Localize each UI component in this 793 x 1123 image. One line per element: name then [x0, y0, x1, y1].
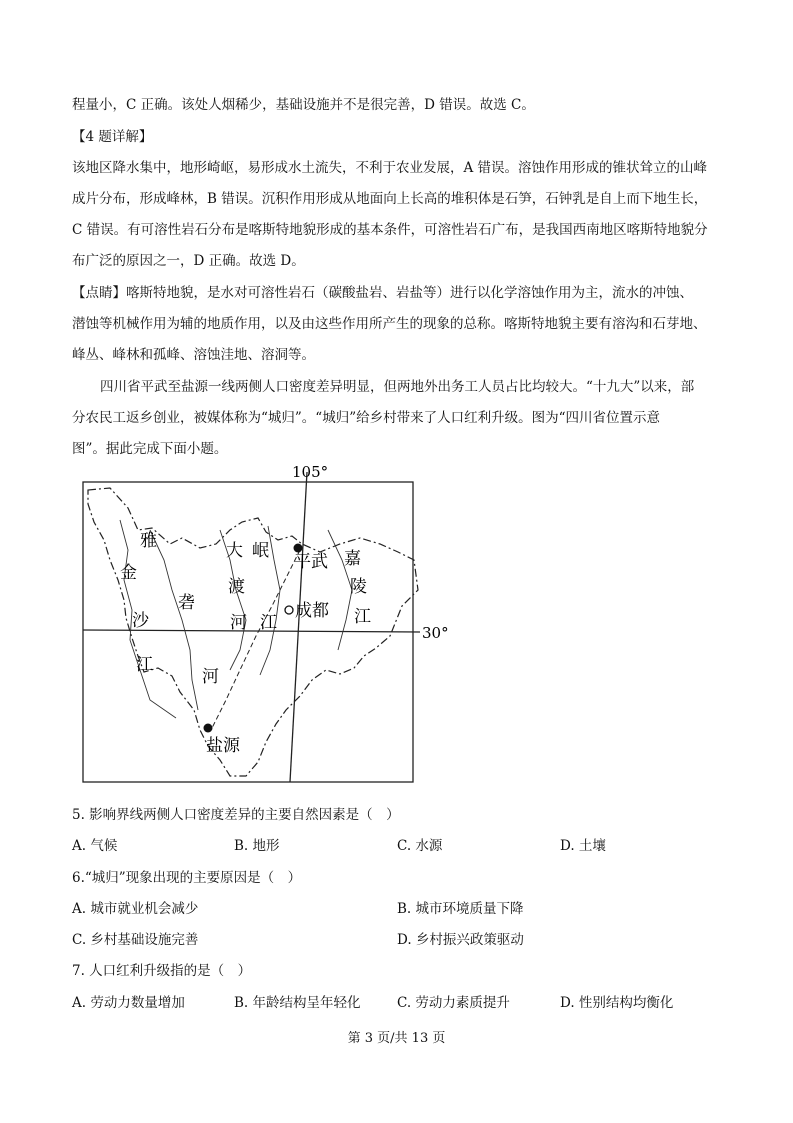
- yanyuan-dot: [204, 724, 213, 733]
- option-d[interactable]: D. 乡村振兴政策驱动: [397, 932, 524, 948]
- text-line: C 错误。有可溶性岩石分布是喀斯特地貌形成的基本条件，可溶性岩石广布，是我国西南地区喀斯特地貌分: [72, 222, 708, 238]
- text-line: 该地区降水集中，地形崎岖，易形成水土流失，不利于农业发展，A 错误。溶蚀作用形成的锥状耸立的山峰: [72, 160, 708, 176]
- chengdu-dot: [285, 606, 293, 614]
- option-c[interactable]: C. 乡村基础设施完善: [72, 932, 199, 948]
- text-line: 图”。据此完成下面小题。: [72, 441, 228, 457]
- text-line: 布广泛的原因之一，D 正确。故选 D。: [72, 253, 305, 269]
- yalong-river: [150, 530, 198, 710]
- pingwu-label: 平武: [294, 552, 328, 572]
- min-label-2: 江: [260, 613, 277, 633]
- page-number: 第 3 页/共 13 页: [347, 1031, 446, 1046]
- text-line: 【点睛】喀斯特地貌，是水对可溶性岩石（碳酸盐岩、岩盐等）进行以化学溶蚀作用为主，流水的冲蚀、: [72, 285, 693, 301]
- question-stem: 6.“城归”现象出现的主要原因是（ ）: [72, 870, 302, 886]
- text-line: 潜蚀等机械作用为辅的地质作用，以及由这些作用所产生的现象的总称。喀斯特地貌主要有溶沟和石芽地、: [72, 316, 707, 332]
- section-heading: 【4 题详解】: [72, 129, 153, 145]
- jinsha-label-2: 沙: [132, 611, 149, 631]
- option-c[interactable]: C. 劳动力素质提升: [397, 995, 510, 1011]
- option-d[interactable]: D. 性别结构均衡化: [560, 995, 674, 1011]
- option-a[interactable]: A. 城市就业机会减少: [72, 901, 199, 917]
- jinsha-label-3: 江: [136, 655, 153, 675]
- option-b[interactable]: B. 地形: [234, 838, 280, 854]
- jinsha-label-1: 金: [120, 563, 137, 583]
- yanyuan-label: 盐源: [206, 736, 240, 756]
- option-a[interactable]: A. 气候: [72, 838, 118, 854]
- dadu-label-2: 渡: [228, 577, 245, 597]
- option-b[interactable]: B. 城市环境质量下降: [397, 901, 524, 917]
- text-line: 成片分布，形成峰林，B 错误。沉积作用形成从地面向上长高的堆积体是石笋，石钟乳是自上而下地生长，: [72, 191, 708, 207]
- yalong-label-1: 雅: [140, 531, 157, 551]
- text-line: 峰丛、峰林和孤峰、溶蚀洼地、溶洞等。: [72, 347, 315, 363]
- jialing-label-2: 陵: [350, 577, 367, 597]
- longitude-label: 105°: [292, 463, 329, 481]
- dadu-label-1: 大: [226, 541, 243, 561]
- text-line: 分农民工返乡创业，被媒体称为“城归”。“城归”给乡村带来了人口红利升级。图为“四川省位置示意: [72, 410, 661, 426]
- text-line: 程量小，C 正确。该处人烟稀少，基础设施并不是很完善，D 错误。故选 C。: [72, 97, 535, 113]
- option-d[interactable]: D. 土壤: [560, 838, 606, 854]
- min-label-1: 岷: [252, 541, 269, 561]
- option-c[interactable]: C. 水源: [397, 838, 443, 854]
- jialing-label-1: 嘉: [344, 549, 361, 569]
- chengdu-label: 成都: [295, 601, 329, 621]
- yalong-label-3: 河: [202, 667, 219, 687]
- longitude-line: [290, 472, 307, 782]
- option-a[interactable]: A. 劳动力数量增加: [72, 995, 185, 1011]
- question-stem: 5. 影响界线两侧人口密度差异的主要自然因素是（ ）: [72, 807, 400, 823]
- option-b[interactable]: B. 年龄结构呈年轻化: [234, 995, 361, 1011]
- dadu-label-3: 河: [230, 613, 247, 633]
- sichuan-location-map: [80, 460, 460, 790]
- population-boundary-line: [212, 550, 300, 728]
- jialing-label-3: 江: [354, 607, 371, 627]
- text-line: 四川省平武至盐源一线两侧人口密度差异明显，但两地外出务工人员占比均较大。“十九大”以来，部: [100, 379, 695, 395]
- latitude-label: 30°: [422, 624, 449, 642]
- question-stem: 7. 人口红利升级指的是（ ）: [72, 963, 252, 979]
- yalong-label-2: 砻: [178, 593, 195, 613]
